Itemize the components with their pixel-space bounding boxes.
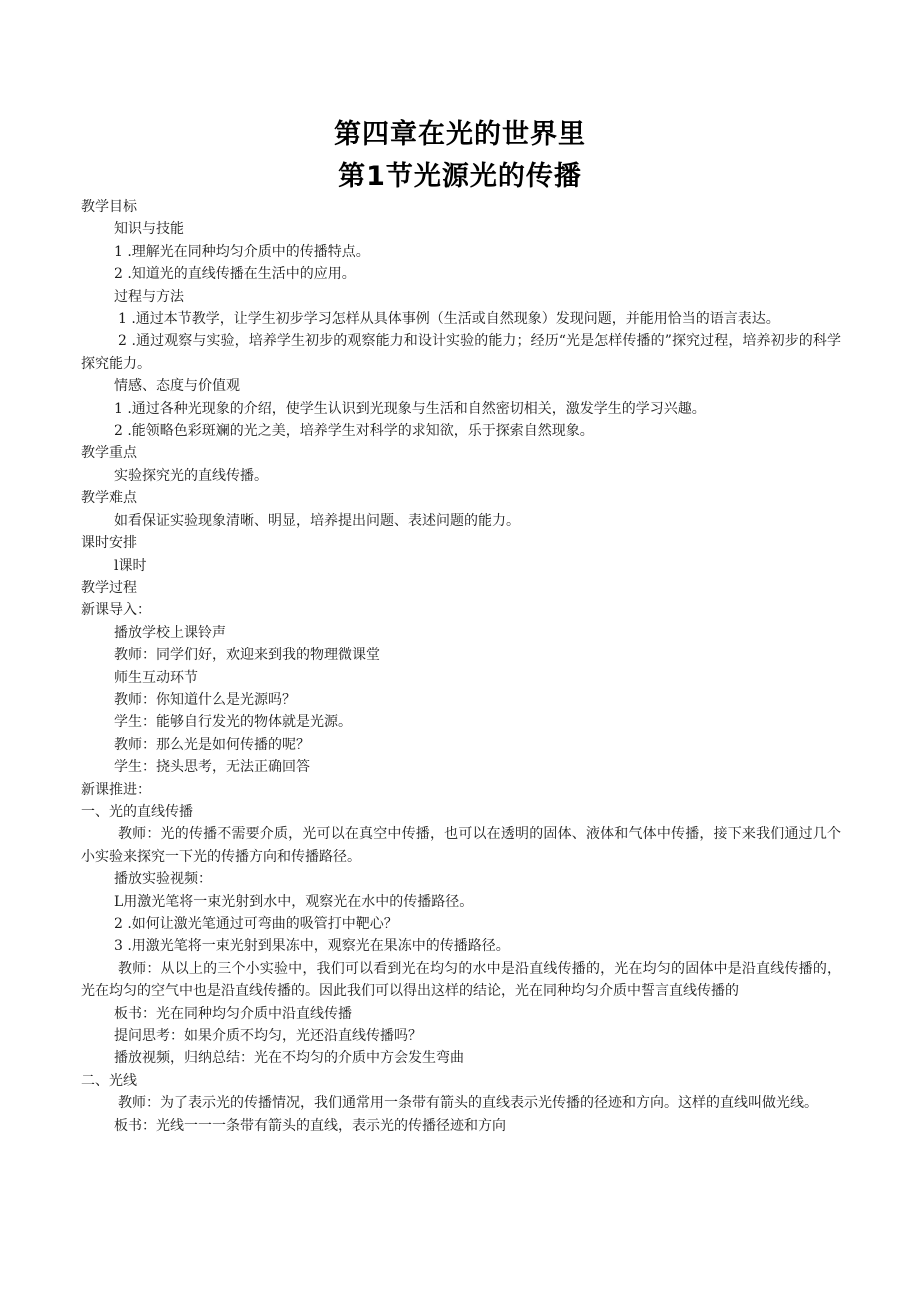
process-item-1: 1 .通过本节教学，让学生初步学习怎样从具体事例（生活或自然现象）发现问题，并能用恰当的语言表达。 (118, 311, 780, 328)
part2-paragraph-1: 教师：为了表示光的传播情况，我们通常用一条带有箭头的直线表示光传播的径迹和方向。这样的直线叫做光线。 (118, 1095, 818, 1112)
intro-line-2: 教师：同学们好，欢迎来到我的物理微课堂 (114, 647, 380, 664)
key-text: 实验探究光的直线传播。 (114, 467, 268, 484)
emotion-item-2: 2 .能领略色彩斑斓的光之美，培养学生对科学的求知欲，乐于探索自然现象。 (114, 423, 594, 440)
intro-line-7: 学生：挠头思考，无法正确回答 (114, 759, 310, 776)
intro-line-6: 教师：那么光是如何传播的呢？ (114, 736, 310, 753)
schedule-text: l课时 (114, 557, 147, 574)
emotion-heading: 情感、态度与价值观 (114, 378, 240, 395)
intro-heading: 新课导入： (81, 602, 151, 619)
board-note-2: 板书：光线一一一条带有箭头的直线，表示光的传播径迹和方向 (114, 1117, 506, 1134)
part2-heading: 二、光线 (81, 1072, 137, 1089)
knowledge-item-2: 2 .知道光的直线传播在生活中的应用。 (114, 266, 356, 283)
goals-heading: 教学目标 (81, 199, 137, 215)
schedule-heading: 课时安排 (81, 535, 137, 552)
intro-line-5: 学生：能够自行发光的物体就是光源。 (114, 714, 352, 731)
section-title: 第1节光源光的传播 (338, 161, 582, 192)
knowledge-item-1: 1 .理解光在同种均匀介质中的传播特点。 (114, 243, 370, 260)
process-item-2: 2 .通过观察与实验，培养学生初步的观察能力和设计实验的能力；经历“光是怎样传播的”探究过程，培养初步的科学探究能力。 (81, 333, 841, 372)
experiment-3: 3 .用激光笔将一束光射到果冻中，观察光在果冻中的传播路径。 (114, 938, 510, 955)
experiment-2: 2 .如何让激光笔通过可弯曲的吸管打中靶心？ (114, 916, 398, 932)
intro-line-1: 播放学校上课铃声 (114, 624, 226, 641)
part1-heading: 一、光的直线传播 (81, 803, 193, 820)
difficulty-heading: 教学难点 (81, 490, 137, 507)
process-heading: 过程与方法 (114, 288, 184, 305)
experiment-1: L用激光笔将一束光射到水中，观察光在水中的传播路径。 (114, 893, 474, 910)
intro-line-4: 教师：你知道什么是光源吗？ (114, 691, 296, 708)
video-heading: 播放实验视频： (114, 871, 212, 888)
part1-paragraph-1: 教师：光的传播不需要介质，光可以在真空中传播，也可以在透明的固体、液体和气体中传播，接下来我们通过几个小实验来探究一下光的传播方向和传播路径。 (81, 826, 841, 865)
key-heading: 教学重点 (81, 445, 137, 462)
board-note-1: 板书：光在同种均匀介质中沿直线传播 (114, 1005, 352, 1022)
question-1: 提问思考：如果介质不均匀，光还沿直线传播吗？ (114, 1028, 422, 1045)
emotion-item-1: 1 .通过各种光现象的介绍，使学生认识到光现象与生活和自然密切相关，激发学生的学习兴趣。 (114, 400, 706, 417)
part1-paragraph-2: 教师：从以上的三个小实验中，我们可以看到光在均匀的水中是沿直线传播的，光在均匀的固体中是沿直线传播的，光在均匀的空气中也是沿直线传播的。因此我们可以得出这样的结论，光在同种均匀介质中誓言直线传播的 (81, 960, 841, 1000)
chapter-title: 第四章在光的世界里 (334, 119, 586, 150)
knowledge-heading: 知识与技能 (114, 221, 184, 238)
procedure-heading: 教学过程 (81, 579, 137, 596)
summary-1: 播放视频，归纳总结：光在不均匀的介质中方会发生弯曲 (114, 1050, 464, 1067)
intro-line-3: 师生互动环节 (114, 669, 198, 686)
advance-heading: 新课推进： (81, 781, 151, 798)
difficulty-text: 如看保证实验现象清晰、明显，培养提出问题、表述问题的能力。 (114, 512, 520, 529)
document-body (81, 196, 841, 1137)
